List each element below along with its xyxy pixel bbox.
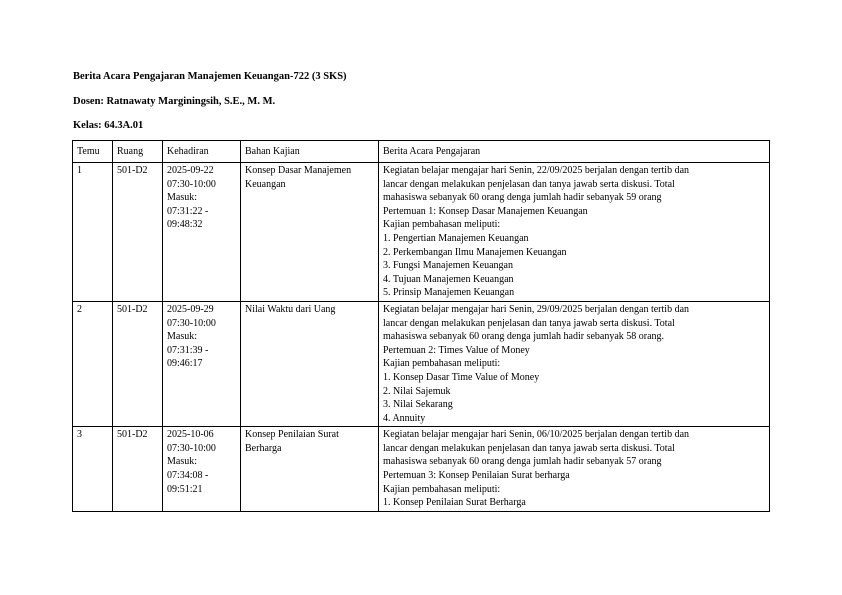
cell-berita-acara-line: mahasiswa sebanyak 60 orang denga jumlah hadir sebanyak 58 orang. <box>383 331 665 343</box>
cell-kehadiran-line: 09:51:21 <box>167 483 203 495</box>
document-title: Berita Acara Pengajaran Manajemen Keuangan-722 (3 SKS) <box>73 71 347 82</box>
cell-berita-acara-line: Kegiatan belajar mengajar hari Senin, 22/09/2025 berjalan dengan tertib dan <box>383 165 690 176</box>
cell-berita-acara-line: 1. Konsep Dasar Time Value of Money <box>383 371 540 383</box>
cell-kehadiran-line: 07:30-10:00 <box>167 442 216 454</box>
table-row <box>73 301 770 426</box>
cell-kehadiran-line: 2025-09-29 <box>167 303 214 315</box>
cell-ruang: 501-D2 <box>113 301 163 426</box>
cell-berita-acara-line: Kajian pembahasan meliputi: <box>383 358 501 370</box>
cell-berita-acara-line: Kegiatan belajar mengajar hari Senin, 29/09/2025 berjalan dengan tertib dan <box>383 303 690 315</box>
cell-berita-acara-line: lancar dengan melakukan penjelasan dan tanya jawab serta diskusi. Total <box>383 178 675 190</box>
lecture-report-table <box>72 140 770 512</box>
cell-temu: 1 <box>73 163 113 302</box>
cell-berita-acara-line: 4. Tujuan Manajemen Keuangan <box>383 273 514 285</box>
column-header-kehadiran: Kehadiran <box>163 141 241 163</box>
cell-temu: 2 <box>73 301 113 426</box>
cell-kehadiran-line: 09:48:32 <box>167 219 203 231</box>
cell-berita-acara-line: Pertemuan 2: Times Value of Money <box>383 344 530 356</box>
cell-berita-acara-line: 1. Pengertian Manajemen Keuangan <box>383 232 529 244</box>
cell-bahan-kajian-line: Keuangan <box>245 178 286 190</box>
cell-kehadiran-line: 07:34:08 - <box>167 470 209 482</box>
cell-berita-acara-line: mahasiswa sebanyak 60 orang denga jumlah hadir sebanyak 59 orang <box>383 192 662 204</box>
cell-berita-acara-line: 3. Fungsi Manajemen Keuangan <box>383 260 513 272</box>
cell-berita-acara-line: 3. Nilai Sekarang <box>383 399 453 411</box>
cell-berita-acara-line: 2. Nilai Sajemuk <box>383 385 451 397</box>
cell-bahan-kajian-line: Konsep Penilaian Surat <box>245 429 339 441</box>
cell-temu: 3 <box>73 427 113 512</box>
cell-berita-acara-line: 4. Annuity <box>383 412 426 424</box>
lecturer-line: Dosen: Ratnawaty Marginingsih, S.E., M. M. <box>73 96 276 107</box>
cell-berita-acara-line: 1. Konsep Penilaian Surat Berharga <box>383 497 526 509</box>
cell-berita-acara-line: Kajian pembahasan meliputi: <box>383 483 501 495</box>
column-header-berita-acara: Berita Acara Pengajaran <box>379 141 770 163</box>
cell-kehadiran <box>163 427 241 512</box>
cell-berita-acara-line: Pertemuan 3: Konsep Penilaian Surat berharga <box>383 470 570 482</box>
cell-bahan-kajian <box>241 163 379 302</box>
cell-kehadiran-line: Masuk: <box>167 456 197 468</box>
table-row <box>73 163 770 302</box>
cell-berita-acara-line: Pertemuan 1: Konsep Dasar Manajemen Keuangan <box>383 205 588 217</box>
cell-kehadiran <box>163 301 241 426</box>
cell-kehadiran-line: 07:31:22 - <box>167 205 209 217</box>
cell-kehadiran <box>163 163 241 302</box>
cell-kehadiran-line: Masuk: <box>167 331 197 343</box>
cell-kehadiran-line: 07:31:39 - <box>167 344 209 356</box>
cell-kehadiran-line: 07:30-10:00 <box>167 178 216 190</box>
class-line: Kelas: 64.3A.01 <box>73 120 144 131</box>
column-header-bahan-kajian: Bahan Kajian <box>241 141 379 163</box>
cell-berita-acara-line: 5. Prinsip Manajemen Keuangan <box>383 287 515 299</box>
column-header-temu: Temu <box>73 141 113 163</box>
cell-bahan-kajian-line: Konsep Dasar Manajemen <box>245 165 352 176</box>
cell-bahan-kajian-line: Berharga <box>245 442 282 454</box>
cell-kehadiran-line: 09:46:17 <box>167 358 203 370</box>
cell-berita-acara-line: mahasiswa sebanyak 60 orang denga jumlah hadir sebanyak 57 orang <box>383 456 662 468</box>
cell-bahan-kajian <box>241 301 379 426</box>
table-header-row <box>73 141 770 163</box>
cell-berita-acara-line: lancar dengan melakukan penjelasan dan tanya jawab serta diskusi. Total <box>383 317 675 329</box>
cell-berita-acara-line: Kegiatan belajar mengajar hari Senin, 06/10/2025 berjalan dengan tertib dan <box>383 429 690 441</box>
cell-berita-acara <box>379 301 770 426</box>
cell-ruang: 501-D2 <box>113 427 163 512</box>
cell-ruang: 501-D2 <box>113 163 163 302</box>
cell-bahan-kajian <box>241 427 379 512</box>
column-header-ruang: Ruang <box>113 141 163 163</box>
cell-kehadiran-line: Masuk: <box>167 192 197 204</box>
cell-berita-acara <box>379 163 770 302</box>
cell-berita-acara-line: 2. Perkembangan Ilmu Manajemen Keuangan <box>383 246 567 258</box>
cell-bahan-kajian-line: Nilai Waktu dari Uang <box>245 303 336 315</box>
cell-kehadiran-line: 2025-10-06 <box>167 429 214 441</box>
cell-berita-acara-line: Kajian pembahasan meliputi: <box>383 219 501 231</box>
cell-kehadiran-line: 07:30-10:00 <box>167 317 216 329</box>
cell-kehadiran-line: 2025-09-22 <box>167 165 214 176</box>
cell-berita-acara-line: lancar dengan melakukan penjelasan dan tanya jawab serta diskusi. Total <box>383 442 675 454</box>
cell-berita-acara <box>379 427 770 512</box>
table-row <box>73 427 770 512</box>
